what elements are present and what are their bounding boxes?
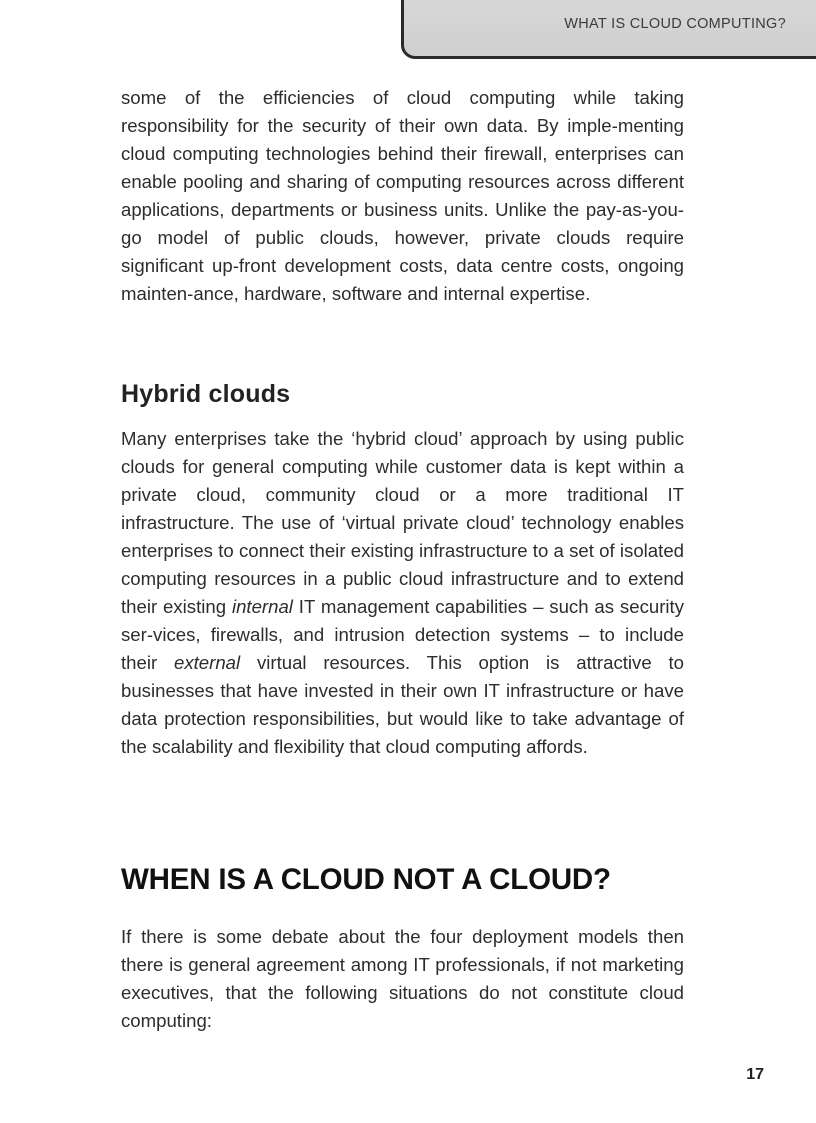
paragraph-not-cloud-intro xyxy=(121,923,684,1035)
paragraph-private-clouds-continued xyxy=(121,84,684,308)
text-run: Many enterprises take the ‘hybrid cloud’ approach by using public clouds for general computing while customer data is kept within a private cloud, community cloud or a more traditional IT infrastructure. The use of ‘virtual private cloud’ technology enables enterprises to connect their existing infrastructure to a set of isolated computing resources in a public cloud infrastructure and to extend their existing xyxy=(121,428,684,617)
page-number: 17 xyxy=(746,1066,764,1083)
text-run: virtual resources. This option is attractive to businesses that have invested in their own IT infrastructure or have data protection responsibilities, but would like to take advantage of the scalability and flexibility that cloud computing affords. xyxy=(121,652,684,757)
running-header-tab xyxy=(401,0,816,59)
paragraph-text: some of the efficiencies of cloud computing while taking responsibility for the security of their own data. By imple-menting cloud computing technologies behind their firewall, enterprises can enable pooling and sharing of computing resources across different applications, departments or business units. Unlike the pay-as-you-go model of public clouds, however, private clouds require significant up-front development costs, data centre costs, ongoing mainten-ance, hardware, software and internal expertise. xyxy=(121,87,684,304)
emphasis-internal: internal xyxy=(231,596,293,617)
text-run: IT management capabilities – such as security ser-vices, firewalls, and intrusion detection systems – to include their xyxy=(121,596,684,673)
paragraph-hybrid-clouds xyxy=(121,425,684,761)
paragraph-text xyxy=(121,425,684,761)
running-header-title: WHAT IS CLOUD COMPUTING? xyxy=(564,16,786,32)
emphasis-external: external xyxy=(173,652,241,673)
section-heading-hybrid-clouds: Hybrid clouds xyxy=(121,380,291,408)
paragraph-text: If there is some debate about the four deployment models then there is general agreement among IT professionals, if not marketing executives, that the following situations do not constitute cloud computing: xyxy=(121,926,684,1031)
chapter-heading-when-is-a-cloud-not-a-cloud: WHEN IS A CLOUD NOT A CLOUD? xyxy=(121,863,611,896)
